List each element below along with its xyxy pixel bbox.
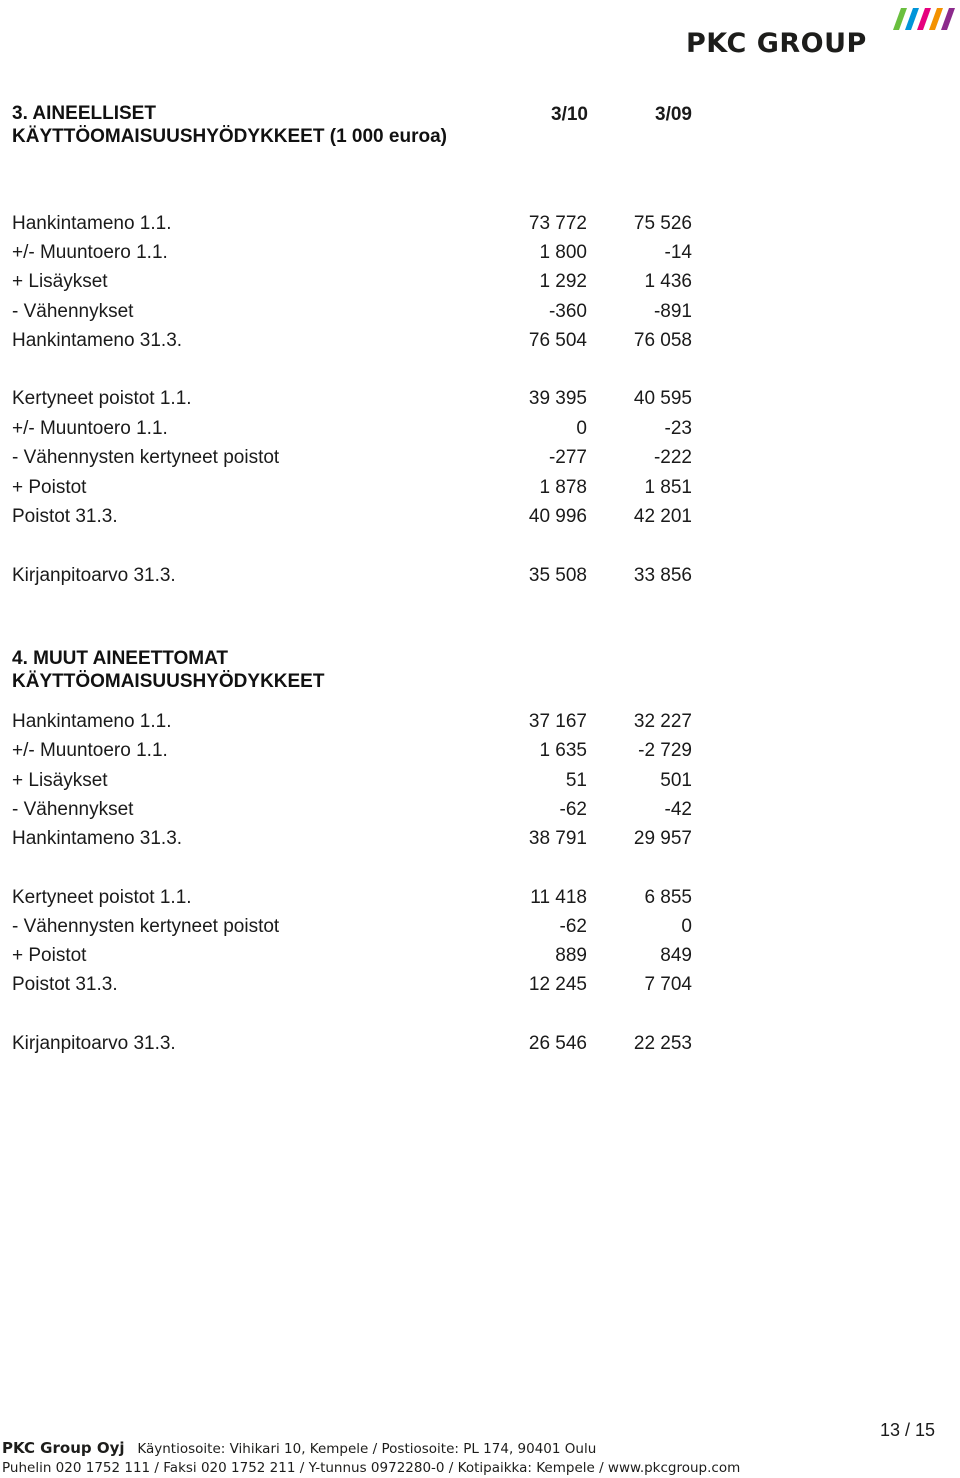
table-row xyxy=(12,974,692,1003)
value-3-10: 76 504 xyxy=(528,330,587,351)
logo-stripe xyxy=(917,8,931,30)
value-3-10: 0 xyxy=(576,418,587,439)
row-label: + Lisäykset xyxy=(12,770,108,791)
row-label: Kertyneet poistot 1.1. xyxy=(12,388,192,409)
table-row xyxy=(12,1033,692,1062)
row-label: - Vähennykset xyxy=(12,799,134,820)
table-row xyxy=(12,271,692,300)
value-3-09: -891 xyxy=(653,301,692,322)
value-3-10: 11 418 xyxy=(530,887,587,908)
value-3-10: -360 xyxy=(548,301,587,322)
value-3-09: 22 253 xyxy=(633,1033,692,1054)
value-3-10: -62 xyxy=(559,799,587,820)
row-label: +/- Muuntoero 1.1. xyxy=(12,740,168,761)
table-row xyxy=(12,945,692,974)
logo-stripe xyxy=(941,8,955,30)
row-label: Hankintameno 1.1. xyxy=(12,213,172,234)
value-3-10: 40 996 xyxy=(528,506,587,527)
value-3-09: 76 058 xyxy=(633,330,692,351)
value-3-10: 35 508 xyxy=(528,565,587,586)
column-header-3-09: 3/09 xyxy=(655,104,692,125)
value-3-10: 51 xyxy=(565,770,587,791)
footer-address-line xyxy=(2,1439,596,1457)
table-row xyxy=(12,418,692,447)
logo-stripe xyxy=(905,8,919,30)
table-row xyxy=(12,711,692,740)
section4-title xyxy=(12,647,324,693)
column-header-3-10: 3/10 xyxy=(551,104,588,125)
value-3-09: 40 595 xyxy=(633,388,692,409)
section4-title-line1: 4. MUUT AINEETTOMAT xyxy=(12,648,229,669)
logo-stripes-icon xyxy=(891,6,957,32)
row-label: Kirjanpitoarvo 31.3. xyxy=(12,565,176,586)
value-3-09: -222 xyxy=(653,447,692,468)
value-3-10: 26 546 xyxy=(528,1033,587,1054)
value-3-10: 73 772 xyxy=(528,213,587,234)
page-number: 13 / 15 xyxy=(880,1420,936,1440)
value-3-10: 1 292 xyxy=(539,271,587,292)
table-row xyxy=(12,301,692,330)
table-row xyxy=(12,330,692,359)
row-label: + Poistot xyxy=(12,945,87,966)
table-row xyxy=(12,565,692,594)
logo-stripe xyxy=(893,8,907,30)
table-row xyxy=(12,799,692,828)
value-3-09: 42 201 xyxy=(633,506,692,527)
table-row xyxy=(12,242,692,271)
row-label: - Vähennysten kertyneet poistot xyxy=(12,447,280,468)
value-3-09: 29 957 xyxy=(633,828,692,849)
value-3-09: 32 227 xyxy=(633,711,692,732)
table-row xyxy=(12,506,692,535)
pkc-group-logo xyxy=(686,6,956,60)
value-3-10: 12 245 xyxy=(528,974,587,995)
table-row xyxy=(12,477,692,506)
row-label: Kertyneet poistot 1.1. xyxy=(12,887,192,908)
value-3-09: 75 526 xyxy=(633,213,692,234)
value-3-09: 501 xyxy=(660,770,692,791)
logo-text: PKC GROUP xyxy=(686,28,867,59)
value-3-10: -62 xyxy=(559,916,587,937)
table-row xyxy=(12,447,692,476)
section3-title xyxy=(12,102,447,148)
value-3-10: 1 635 xyxy=(539,740,587,761)
value-3-10: 39 395 xyxy=(528,388,587,409)
row-label: Hankintameno 31.3. xyxy=(12,828,183,849)
row-label: Poistot 31.3. xyxy=(12,506,118,527)
value-3-09: 1 851 xyxy=(644,477,692,498)
footer-company-name: PKC Group Oyj xyxy=(2,1439,125,1457)
table-row xyxy=(12,740,692,769)
value-3-09: -23 xyxy=(664,418,692,439)
table-row xyxy=(12,916,692,945)
row-label: - Vähennykset xyxy=(12,301,134,322)
value-3-09: 1 436 xyxy=(644,271,692,292)
value-3-09: 7 704 xyxy=(644,974,692,995)
value-3-10: 38 791 xyxy=(528,828,587,849)
value-3-09: 33 856 xyxy=(633,565,692,586)
row-label: Hankintameno 1.1. xyxy=(12,711,172,732)
value-3-09: 6 855 xyxy=(644,887,692,908)
logo-stripe xyxy=(929,8,943,30)
row-label: Kirjanpitoarvo 31.3. xyxy=(12,1033,176,1054)
value-3-09: -42 xyxy=(664,799,692,820)
table-row xyxy=(12,887,692,916)
row-label: +/- Muuntoero 1.1. xyxy=(12,418,168,439)
row-label: +/- Muuntoero 1.1. xyxy=(12,242,168,263)
row-label: - Vähennysten kertyneet poistot xyxy=(12,916,280,937)
section4-title-line2: KÄYTTÖOMAISUUSHYÖDYKKEET xyxy=(12,671,325,692)
value-3-09: -2 729 xyxy=(638,740,692,761)
row-label: + Lisäykset xyxy=(12,271,108,292)
section3-title-line2: KÄYTTÖOMAISUUSHYÖDYKKEET (1 000 euroa) xyxy=(12,126,447,147)
footer-contact-line: Puhelin 020 1752 111 / Faksi 020 1752 211 / Y-tunnus 0972280-0 / Kotipaikka: Kempele / www.pkcgroup.com xyxy=(2,1460,741,1476)
row-label: Hankintameno 31.3. xyxy=(12,330,183,351)
table-row xyxy=(12,828,692,857)
row-label: + Poistot xyxy=(12,477,87,498)
value-3-09: 849 xyxy=(660,945,692,966)
table-row xyxy=(12,213,692,242)
value-3-09: 0 xyxy=(681,916,692,937)
value-3-10: -277 xyxy=(548,447,587,468)
section3-title-line1: 3. AINEELLISET xyxy=(12,103,156,124)
value-3-10: 37 167 xyxy=(528,711,587,732)
value-3-10: 1 878 xyxy=(539,477,587,498)
value-3-10: 889 xyxy=(555,945,587,966)
table-row xyxy=(12,388,692,417)
table-row xyxy=(12,770,692,799)
row-label: Poistot 31.3. xyxy=(12,974,118,995)
value-3-10: 1 800 xyxy=(539,242,587,263)
footer-address: Käyntiosoite: Vihikari 10, Kempele / Postiosoite: PL 174, 90401 Oulu xyxy=(137,1441,597,1457)
value-3-09: -14 xyxy=(664,242,692,263)
